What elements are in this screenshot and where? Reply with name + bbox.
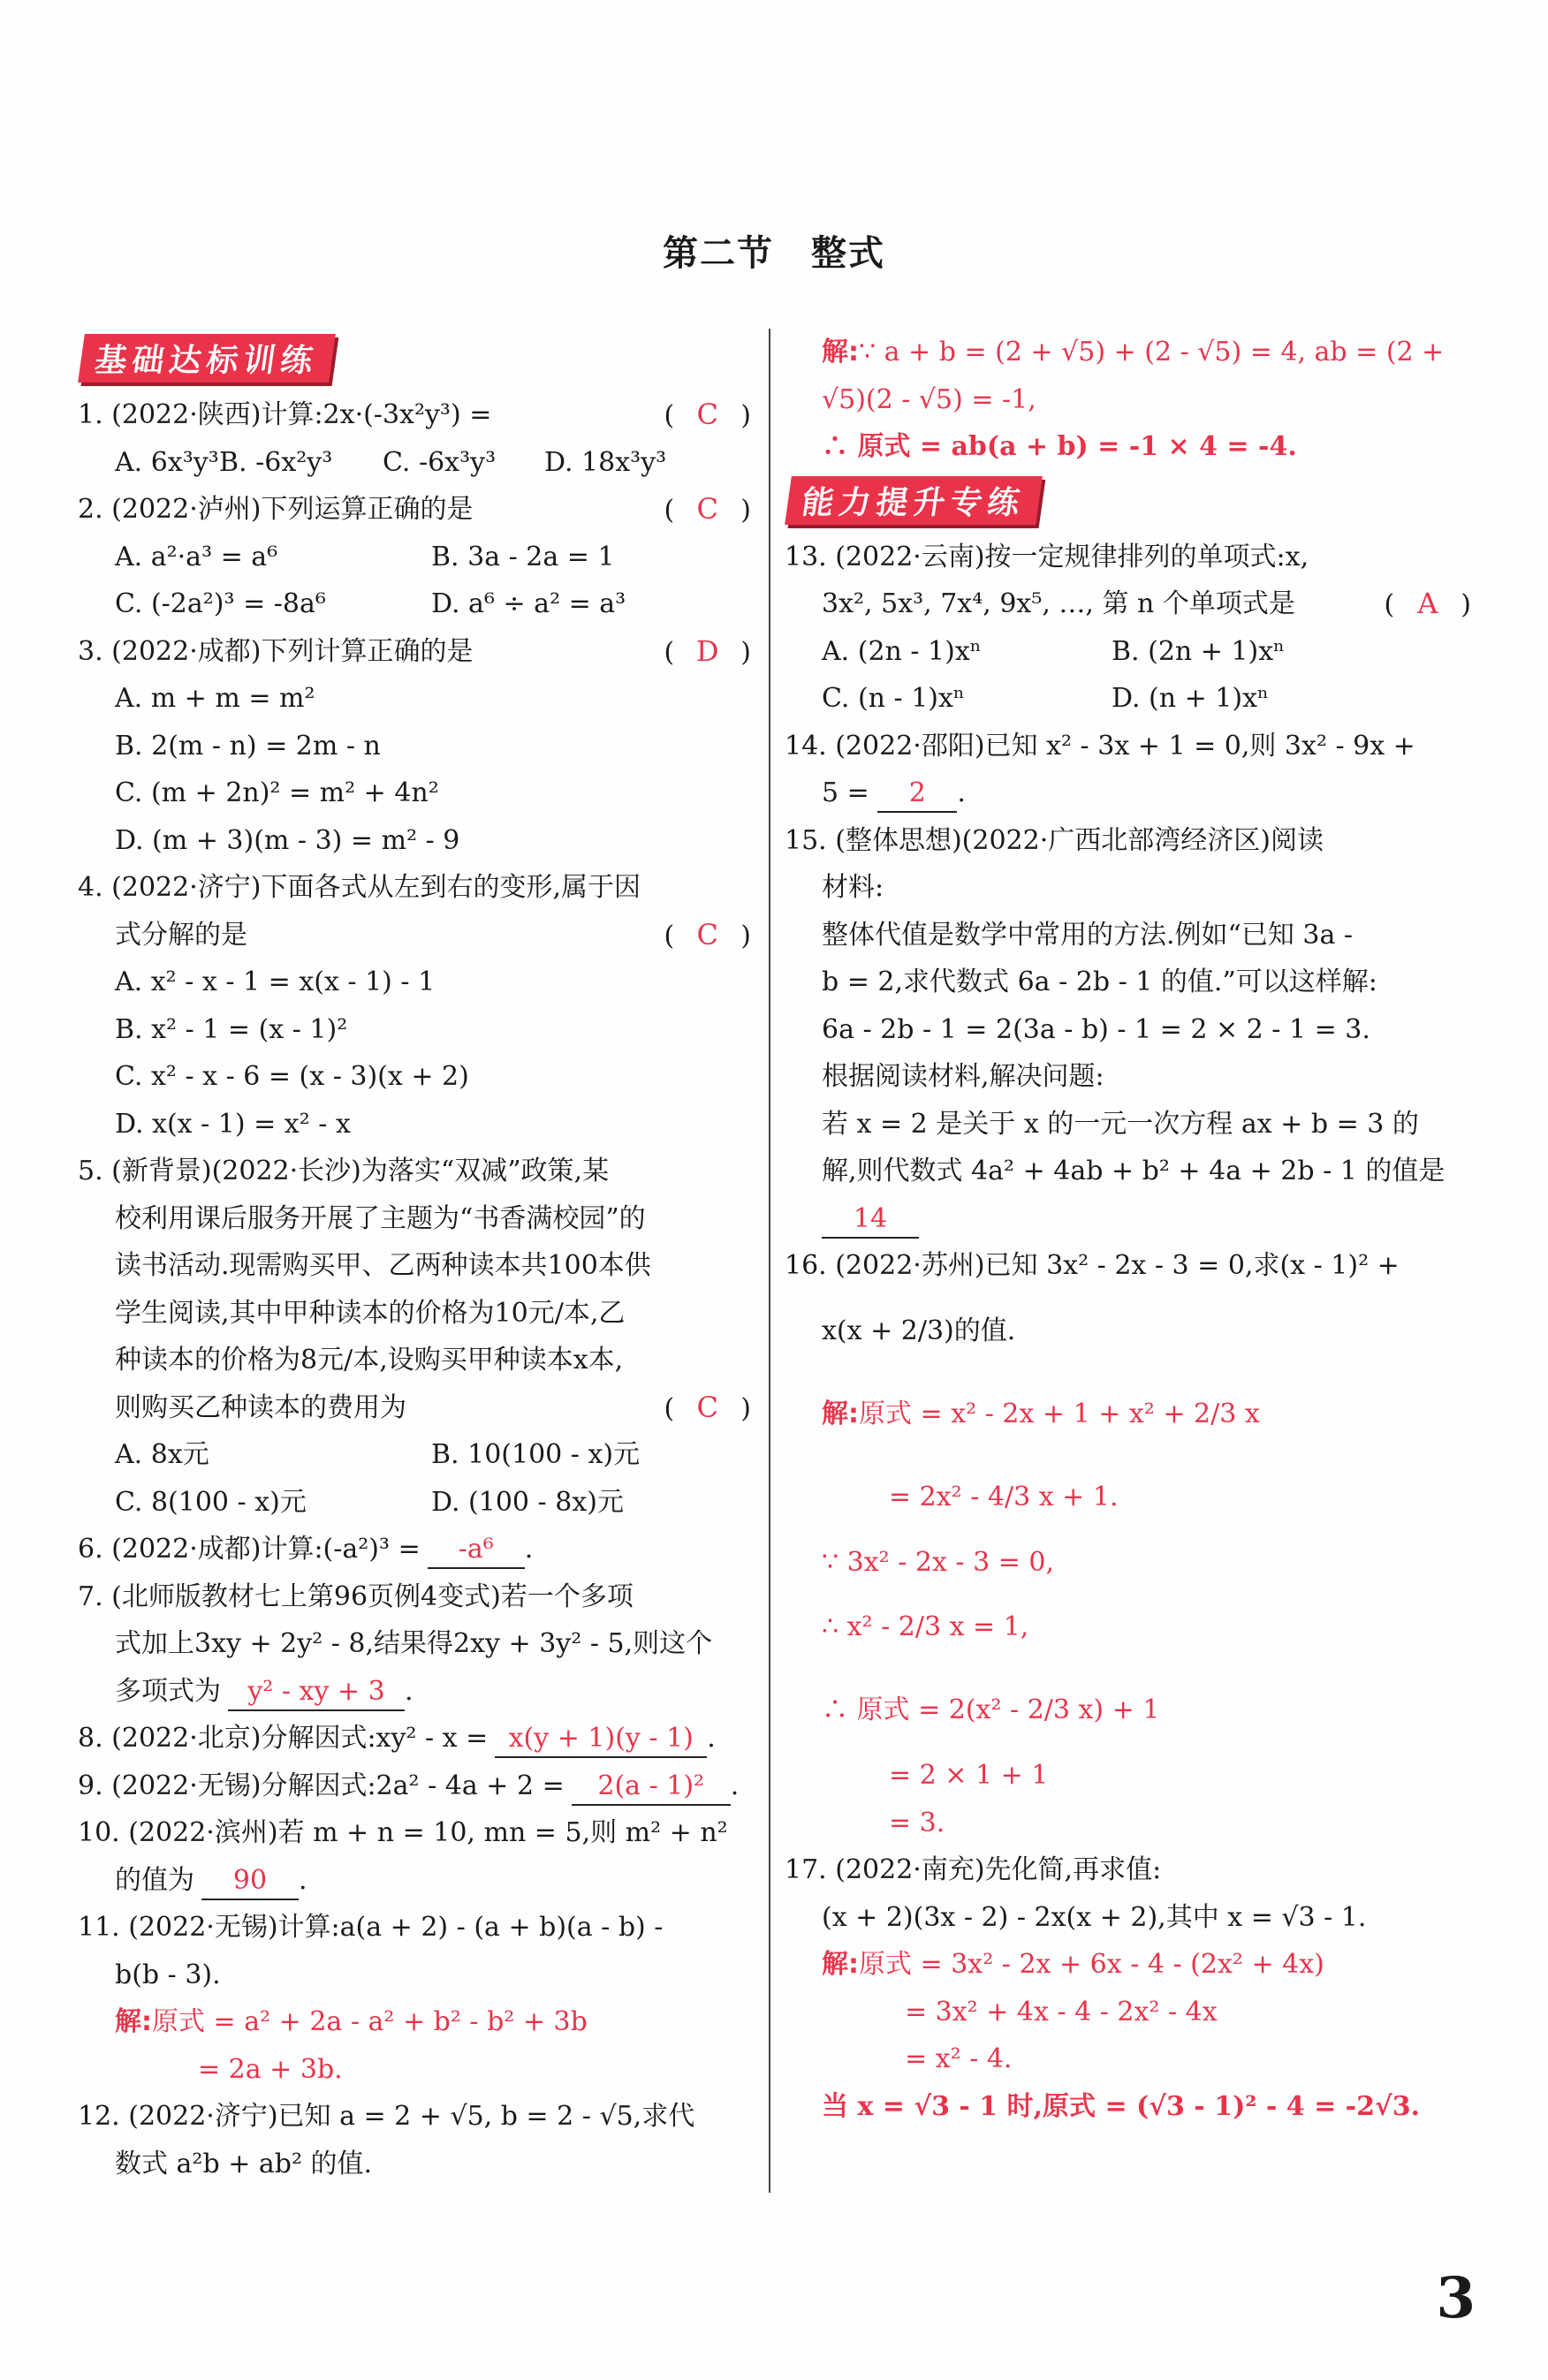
line-text: A. 6x³y³ — [115, 446, 219, 478]
page-number: 3 — [1436, 2265, 1476, 2331]
answer-paren: ( C ) — [664, 486, 752, 534]
answer-paren: ( C ) — [664, 391, 752, 440]
solution-16-line: = 3. — [889, 1807, 945, 1838]
question-line — [78, 439, 758, 487]
question-15-answer — [785, 1195, 1478, 1243]
solution-16-line: ∵ 3x² - 2x - 3 = 0, — [822, 1546, 1054, 1578]
option-d: D. (n + 1)xⁿ — [1112, 683, 1269, 714]
line-end: . — [707, 1723, 716, 1754]
question-line — [78, 486, 758, 534]
left-fill-questions — [78, 1526, 758, 1998]
line-text: 学生阅读,其中甲种读本的价格为10元/本,乙 — [115, 1297, 626, 1329]
option: D. a⁶ ÷ a² = a³ — [431, 588, 626, 619]
page-title: 第二节 整式 — [663, 233, 885, 274]
solution-11-line-2: = 2a + 3b. — [198, 2053, 343, 2085]
question-15-line: 整体代值是数学中常用的方法.例如“已知 3a - — [822, 919, 1354, 951]
column-divider — [769, 329, 770, 2193]
line-text: b(b - 3). — [115, 1959, 221, 1990]
line-text: 10. (2022·滨州)若 m + n = 10, mn = 5,则 m² + n² — [78, 1817, 728, 1848]
answer-blank: 2 — [877, 776, 957, 813]
solution-17-line — [785, 1941, 1478, 1989]
question-line — [78, 391, 758, 439]
line-text: 校利用课后服务开展了主题为“书香满校园”的 — [115, 1202, 646, 1234]
line-text: 5. (新背景)(2022·长沙)为落实“双减”政策,某 — [78, 1156, 610, 1186]
line-text: C. (m + 2n)² = m² + 4n² — [115, 777, 439, 808]
option: D. (100 - 8x)元 — [431, 1486, 624, 1518]
solution-11-line-1: 解:原式 = a² + 2a - a² + b² - b² + 3b — [115, 2006, 588, 2037]
question-16-line-1: 16. (2022·苏州)已知 3x² - 2x - 3 = 0,求(x - 1)² + — [785, 1250, 1400, 1281]
solution-lead: 解: — [822, 1398, 859, 1429]
question-line — [78, 817, 758, 865]
line-end: . — [299, 1864, 307, 1896]
fill-question-line — [78, 1668, 758, 1716]
option-c: C. (n - 1)xⁿ — [822, 683, 965, 714]
question-line — [78, 769, 758, 817]
question-text: 5 = — [822, 777, 869, 808]
line-text: D. (m + 3)(m - 3) = m² - 9 — [115, 824, 460, 856]
question-15-line: 6a - 2b - 1 = 2(3a - b) - 1 = 2 × 2 - 1 = 3. — [822, 1013, 1370, 1045]
answer-choice: A — [1417, 587, 1438, 620]
question-15 — [785, 817, 1478, 1195]
solution-16-line: = 2 × 1 + 1 — [889, 1760, 1049, 1791]
line-text: 种读本的价格为8元/本,设购买甲种读本x本, — [115, 1345, 624, 1376]
question-15-line: 解,则代数式 4a² + 4ab + b² + 4a + 2b - 1 的值是 — [822, 1156, 1446, 1186]
question-line — [78, 1384, 758, 1432]
question-line — [78, 580, 758, 628]
solution-16-line: = 2x² - 4/3 x + 1. — [889, 1481, 1119, 1512]
answer-paren: ( A ) — [1385, 580, 1472, 629]
fill-question-line — [78, 1526, 758, 1573]
option: B. 10(100 - x)元 — [431, 1439, 641, 1470]
line-text: 3. (2022·成都)下列计算正确的是 — [78, 635, 474, 667]
line-text: 1. (2022·陕西)计算:2x·(-3x²y³) = — [78, 399, 492, 430]
answer-paren: ( C ) — [664, 1384, 752, 1433]
solution-12-line-1: 解:∵ a + b = (2 + √5) + (2 - √5) = 4, ab = (2 + — [822, 337, 1445, 368]
question-line — [78, 959, 758, 1006]
answer-choice: D — [695, 633, 719, 668]
fill-question-line — [78, 1762, 758, 1810]
fill-question-line — [78, 1809, 758, 1857]
line-text: 6. (2022·成都)计算:(-a²)³ = — [78, 1534, 421, 1565]
line-end: . — [730, 1770, 740, 1801]
line-text: D. x(x - 1) = x² - x — [115, 1108, 351, 1140]
question-text: 3x², 5x³, 7x⁴, 9x⁵, …, 第 n 个单项式是 — [822, 588, 1295, 619]
question-line — [78, 1101, 758, 1148]
line-text: C. 8(100 - x)元 — [115, 1486, 307, 1518]
fill-question-line — [78, 1952, 758, 1999]
solution-17-line: = x² - 4. — [905, 2043, 1013, 2074]
section-banner-basic: 基础达标训练 — [78, 334, 336, 383]
answer-blank: 90 — [201, 1863, 299, 1900]
option: C. -6x³y³ — [383, 446, 497, 478]
question-line — [78, 1195, 758, 1243]
fill-question-line — [78, 1620, 758, 1668]
line-text: 的值为 — [115, 1864, 194, 1896]
line-text: 8. (2022·北京)分解因式:xy² - x = — [78, 1723, 489, 1754]
line-text: B. x² - 1 = (x - 1)² — [115, 1013, 348, 1045]
solution-text: 原式 = 3x² - 2x + 6x - 4 - (2x² + 4x) — [859, 1949, 1324, 1980]
line-text: A. 8x元 — [115, 1439, 209, 1470]
question-15-line: 若 x = 2 是关于 x 的一元一次方程 ax + b = 3 的 — [822, 1108, 1419, 1140]
solution-lead: 解: — [822, 1949, 859, 1980]
line-end: . — [405, 1675, 414, 1707]
solution-16-line — [785, 1373, 1478, 1456]
line-text: C. x² - x - 6 = (x - 3)(x + 2) — [115, 1061, 469, 1092]
line-text: 读书活动.现需购买甲、乙两种读本共100本供 — [115, 1250, 651, 1281]
line-text: 式分解的是 — [115, 919, 247, 951]
question-16-line-2: x(x + 2/3)的值. — [822, 1315, 1016, 1346]
line-text: A. a²·a³ = a⁶ — [115, 541, 278, 572]
question-15-line: b = 2,求代数式 6a - 2b - 1 的值.”可以这样解: — [822, 966, 1377, 997]
solution-text: ∵ a + b = (2 + √5) + (2 - √5) = 4, ab = (2 + — [859, 337, 1445, 368]
question-line — [78, 1053, 758, 1101]
question-13-line-2 — [785, 580, 1478, 628]
question-line — [78, 1479, 758, 1527]
question-14-line-1: 14. (2022·邵阳)已知 x² - 3x + 1 = 0,则 3x² - 9x + — [785, 730, 1415, 762]
line-text: C. (-2a²)³ = -8a⁶ — [115, 588, 326, 619]
line-text: 7. (北师版教材七上第96页例4变式)若一个多项 — [78, 1580, 634, 1612]
answer-blank: 2(a - 1)² — [572, 1769, 731, 1806]
question-line — [78, 1148, 758, 1195]
question-13-line-1: 13. (2022·云南)按一定规律排列的单项式:x, — [785, 541, 1309, 572]
fill-question-line — [78, 1857, 758, 1905]
line-text: 4. (2022·济宁)下面各式从左到右的变形,属于因 — [78, 872, 641, 903]
solution-16-line: ∴ x² - 2/3 x = 1, — [822, 1611, 1029, 1642]
answer-choice: C — [696, 917, 718, 951]
question-line — [78, 1290, 758, 1338]
line-text: 9. (2022·无锡)分解因式:2a² - 4a + 2 = — [78, 1770, 565, 1801]
option-a: A. (2n - 1)xⁿ — [822, 635, 982, 667]
question-line — [78, 912, 758, 959]
question-line — [78, 1242, 758, 1290]
question-14-line-2: 5 = 2 . — [785, 769, 1478, 817]
answer-blank: y² - xy + 3 — [228, 1674, 405, 1711]
solution-17-line: 当 x = √3 - 1 时,原式 = (√3 - 1)² - 4 = -2√3. — [822, 2090, 1421, 2122]
line-text: 2. (2022·泸州)下列运算正确的是 — [78, 494, 474, 525]
solution-16 — [785, 1373, 1478, 1847]
option-b: B. (2n + 1)xⁿ — [1112, 635, 1286, 667]
line-text: 11. (2022·无锡)计算:a(a + 2) - (a + b)(a - b) - — [78, 1912, 664, 1943]
left-question-list — [78, 391, 758, 1526]
line-text: B. 2(m - n) = 2m - n — [115, 730, 381, 762]
line-end: . — [524, 1534, 534, 1565]
question-line — [78, 1431, 758, 1479]
line-text: A. m + m = m² — [115, 683, 315, 714]
right-column — [785, 329, 1478, 2130]
option: B. -6x²y³ — [219, 446, 333, 478]
question-12-line-1: 12. (2022·济宁)已知 a = 2 + √5, b = 2 - √5,求代 — [78, 2101, 695, 2132]
question-line — [78, 723, 758, 770]
answer-blank: -a⁶ — [428, 1532, 525, 1569]
question-line — [78, 675, 758, 723]
question-13-options-2 — [785, 675, 1478, 723]
answer-choice: C — [696, 1390, 718, 1424]
answer-blank: x(y + 1)(y - 1) — [495, 1721, 707, 1758]
left-column — [78, 329, 758, 2187]
fill-question-line — [78, 1715, 758, 1762]
question-17-line-1: 17. (2022·南充)先化简,再求值: — [785, 1854, 1162, 1885]
answer-blank: 14 — [822, 1201, 919, 1239]
question-line — [78, 864, 758, 912]
option: D. 18x³y³ — [544, 446, 667, 478]
solution-17 — [785, 1941, 1478, 2130]
fill-question-line — [78, 1573, 758, 1621]
solution-text: 原式 = x² - 2x + 1 + x² + 2/3 x — [859, 1398, 1260, 1429]
option: B. 3a - 2a = 1 — [431, 541, 615, 572]
question-12-line-2: 数式 a²b + ab² 的值. — [115, 2148, 373, 2179]
question-line — [78, 1006, 758, 1054]
question-line — [78, 1337, 758, 1384]
question-13-options-1 — [785, 628, 1478, 676]
solution-text: 原式 = a² + 2a - a² + b² - b² + 3b — [152, 2006, 588, 2037]
solution-16-line: ∴ 原式 = 2(x² - 2/3 x) + 1 — [822, 1694, 1160, 1725]
solution-17-line: = 3x² + 4x - 4 - 2x² - 4x — [905, 1996, 1218, 2028]
question-line — [78, 534, 758, 581]
fill-question-line — [78, 1904, 758, 1952]
question-15-line: 根据阅读材料,解决问题: — [822, 1061, 1104, 1092]
answer-choice: C — [696, 492, 718, 526]
question-17-line-2: (x + 2)(3x - 2) - 2x(x + 2),其中 x = √3 - 1. — [822, 1901, 1367, 1933]
solution-12-line-2: √5)(2 - √5) = -1, — [822, 383, 1036, 415]
question-line — [78, 628, 758, 676]
answer-paren: ( C ) — [664, 912, 752, 960]
section-banner-advanced: 能力提升专练 — [785, 476, 1043, 525]
line-text: 则购买乙种读本的费用为 — [115, 1391, 406, 1423]
answer-paren: ( D ) — [664, 628, 752, 677]
answer-choice: C — [696, 398, 718, 431]
line-text: A. x² - x - 1 = x(x - 1) - 1 — [115, 966, 436, 997]
line-text: 式加上3xy + 2y² - 8,结果得2xy + 3y² - 5,则这个 — [115, 1628, 713, 1659]
solution-12-line-3: ∴ 原式 = ab(a + b) = -1 × 4 = -4. — [822, 431, 1297, 462]
line-text: 多项式为 — [115, 1675, 221, 1707]
question-15-line: 材料: — [822, 872, 884, 903]
question-15-line: 15. (整体思想)(2022·广西北部湾经济区)阅读 — [785, 824, 1324, 856]
